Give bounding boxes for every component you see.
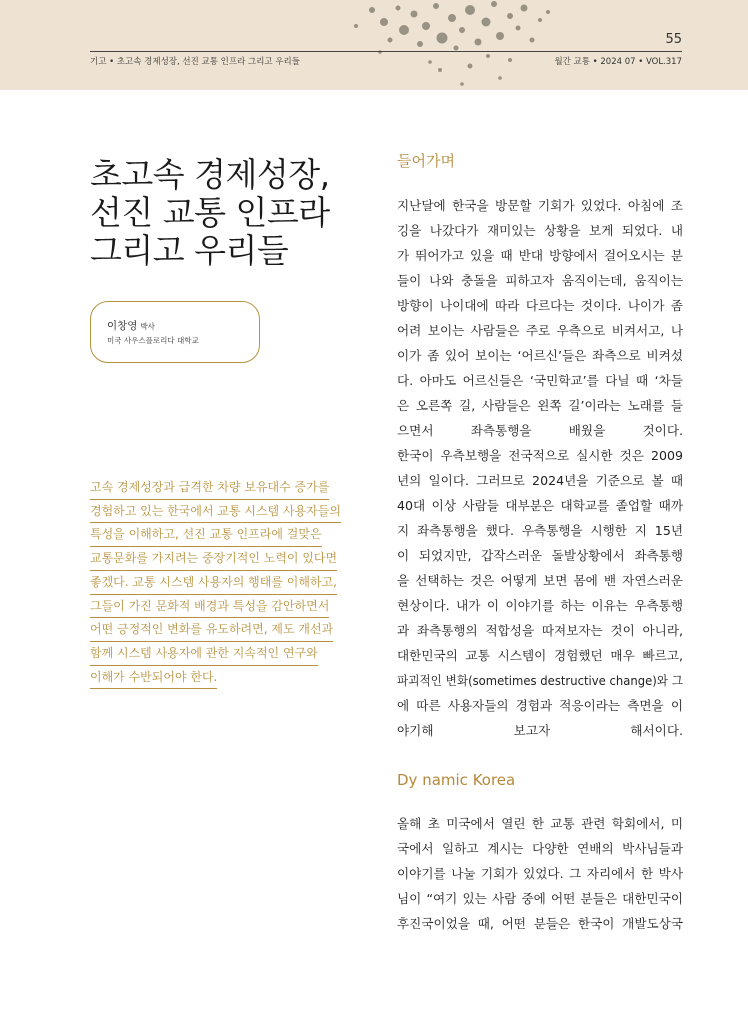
title-line: 선진 교통 인프라 <box>90 193 330 232</box>
abstract-line: 그들이 가진 문화적 배경과 특성을 감안하면서 <box>90 595 329 619</box>
abstract-line: 특성을 이해하고, 선진 교통 인프라에 걸맞은 <box>90 523 322 547</box>
author-name: 이창영 <box>107 320 138 332</box>
author-affiliation: 미국 사우스플로리다 대학교 <box>107 336 199 345</box>
decorative-dot-pattern <box>0 0 748 90</box>
abstract-line: 이해가 수반되어야 한다. <box>90 666 217 690</box>
running-header-right: 월간 교통 • 2024 07 • VOL.317 <box>554 57 682 67</box>
abstract-line: 함께 시스템 사용자에 관한 지속적인 연구와 <box>90 642 318 666</box>
body-line: 가 뛰어가고 있을 때 반대 방향에서 걸어오시는 분 <box>397 248 683 263</box>
body-line: 님이 “여기 있는 사람 중에 어떤 분들은 대한민국이 <box>397 891 683 906</box>
header-rule <box>90 51 682 52</box>
body-line: 40대 이상 사람들 대부분은 대학교를 졸업할 때까 <box>397 498 683 513</box>
section-heading-intro: 들어가며 <box>397 152 455 170</box>
abstract-line: 교통문화를 가지려는 중장기적인 노력이 있다면 <box>90 547 337 571</box>
abstract-line: 고속 경제성장과 급격한 차량 보유대수 증가를 <box>90 476 329 500</box>
body-paragraph <box>397 193 683 443</box>
body-line: 다. 아마도 어르신들은 ‘국민학교’를 다닐 때 ‘차들 <box>397 373 683 388</box>
section-heading-dynamic-korea: Dy namic Korea <box>397 771 516 789</box>
body-line: 지 좌측통행을 했다. 우측통행을 시행한 지 15년 <box>397 523 683 538</box>
body-line: 방향이 나이대에 따라 다르다는 것이다. 나이가 좀 <box>397 298 683 313</box>
body-line: 이가 좀 있어 보이는 ‘어르신’들은 좌측으로 비켜섰 <box>397 348 683 363</box>
author-title: 박사 <box>140 322 155 331</box>
abstract-line: 경험하고 있는 한국에서 교통 시스템 사용자들의 <box>90 500 341 524</box>
title-line: 그리고 우리들 <box>90 231 289 270</box>
body-line: 이 되었지만, 갑작스러운 돌발상황에서 좌측통행 <box>397 548 683 563</box>
abstract-line: 좋겠다. 교통 시스템 사용자의 행태를 이해하고, <box>90 571 337 595</box>
body-line: 에 따른 사용자들의 경험과 적응이라는 측면을 이 <box>397 698 683 713</box>
header-band <box>0 0 748 90</box>
body-line: 깅을 나갔다가 재미있는 상황을 보게 되었다. 내 <box>397 223 683 238</box>
body-line: 대한민국의 교통 시스템이 경험했던 매우 빠르고, <box>397 648 683 663</box>
body-line: 올해 초 미국에서 열린 한 교통 관련 학회에서, 미 <box>397 816 683 831</box>
body-line: 이야기를 나눌 기회가 있었다. 그 자리에서 한 박사 <box>397 866 683 881</box>
article-title <box>90 156 360 270</box>
body-line: 어려 보이는 사람들은 주로 우측으로 비켜서고, 나 <box>397 323 683 338</box>
body-line: 야기해 보고자 해서이다. <box>397 723 683 738</box>
author-box <box>90 301 260 363</box>
body-line: 후진국이었을 때, 어떤 분들은 한국이 개발도상국 <box>397 916 683 931</box>
body-line: 으면서 좌측통행을 배웠을 것이다. <box>397 423 683 438</box>
body-line: 들이 나와 충돌을 피하고자 움직이는데, 움직이는 <box>397 273 683 288</box>
body-paragraph <box>397 443 683 743</box>
article-body <box>397 150 683 936</box>
body-line: 년의 일이다. 그러므로 2024년을 기준으로 볼 때 <box>397 473 683 488</box>
body-line: 현상이다. 내가 이 이야기를 하는 이유는 우측통행 <box>397 598 683 613</box>
body-line: 지난달에 한국을 방문할 기회가 있었다. 아침에 조 <box>397 198 683 213</box>
running-header-left: 기고 • 초고속 경제성장, 선진 교통 인프라 그리고 우리들 <box>90 57 300 67</box>
abstract-line: 어떤 긍정적인 변화를 유도하려면, 제도 개선과 <box>90 618 333 642</box>
body-line: 국에서 일하고 계시는 다양한 연배의 박사님들과 <box>397 841 683 856</box>
body-paragraph <box>397 811 683 936</box>
body-line: 파괴적인 변화(sometimes destructive change)와 그 <box>397 673 683 688</box>
body-line: 은 오른쪽 길, 사람들은 왼쪽 길’이라는 노래를 들 <box>397 398 683 413</box>
page-number: 55 <box>665 32 682 47</box>
title-line: 초고속 경제성장, <box>90 155 330 194</box>
body-line: 과 좌측통행의 적합성을 따져보자는 것이 아니라, <box>397 623 683 638</box>
author-name-row <box>107 318 155 333</box>
body-line: 한국이 우측보행을 전국적으로 실시한 것은 2009 <box>397 448 683 463</box>
abstract <box>90 476 352 689</box>
body-line: 을 선택하는 것은 어떻게 보면 몸에 밴 자연스러운 <box>397 573 683 588</box>
